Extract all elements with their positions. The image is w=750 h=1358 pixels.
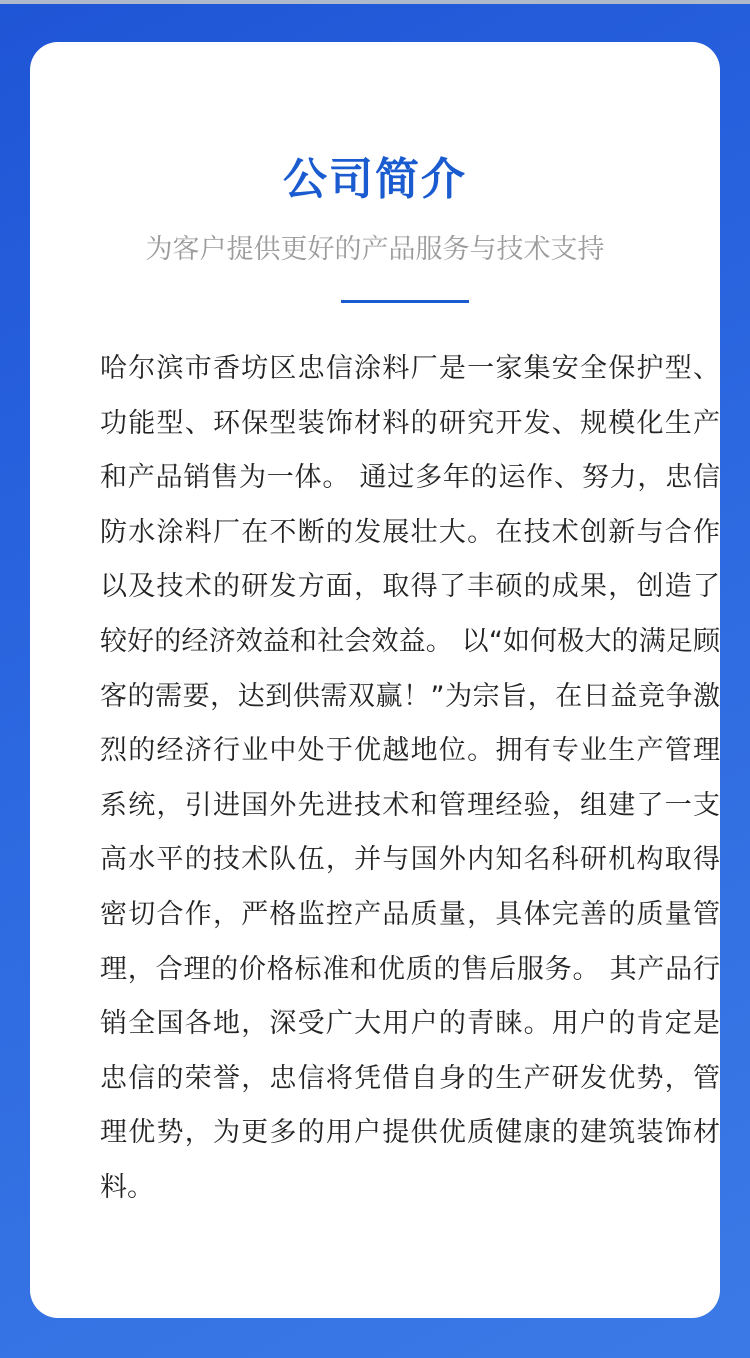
title-divider <box>341 300 469 303</box>
intro-card <box>30 42 720 1318</box>
top-bar <box>0 0 750 4</box>
page-title: 公司简介 <box>283 154 467 205</box>
page-subtitle: 为客户提供更好的产品服务与技术支持 <box>145 234 605 265</box>
company-intro-text: 哈尔滨市香坊区忠信涂料厂是一家集安全保护型、功能型、环保型装饰材料的研究开发、规模化生产和产品销售为一体。 通过多年的运作、努力，忠信防水涂料厂在不断的发展壮大。在技术创新与合作以及技术的研发方面，取得了丰硕的成果，创造了较好的经济效益和社会效益。 以“如何极大的满足顾客的需要，达到供需双赢！”为宗旨，在日益竞争激烈的经济行业中处于优越地位。拥有专业生产管理系统，引进国外先进技术和管理经验，组建了一支高水平的技术队伍，并与国外内知名科研机构取得密切合作，严格监控产品质量，具体完善的质量管理，合理的价格标准和优质的售后服务。 其产品行销全国各地，深受广大用户的青睐。用户的肯定是忠信的荣誉，忠信将凭借自身的生产研发优势，管理优势，为更多的用户提供优质健康的建筑装饰材料。 <box>100 353 720 1203</box>
